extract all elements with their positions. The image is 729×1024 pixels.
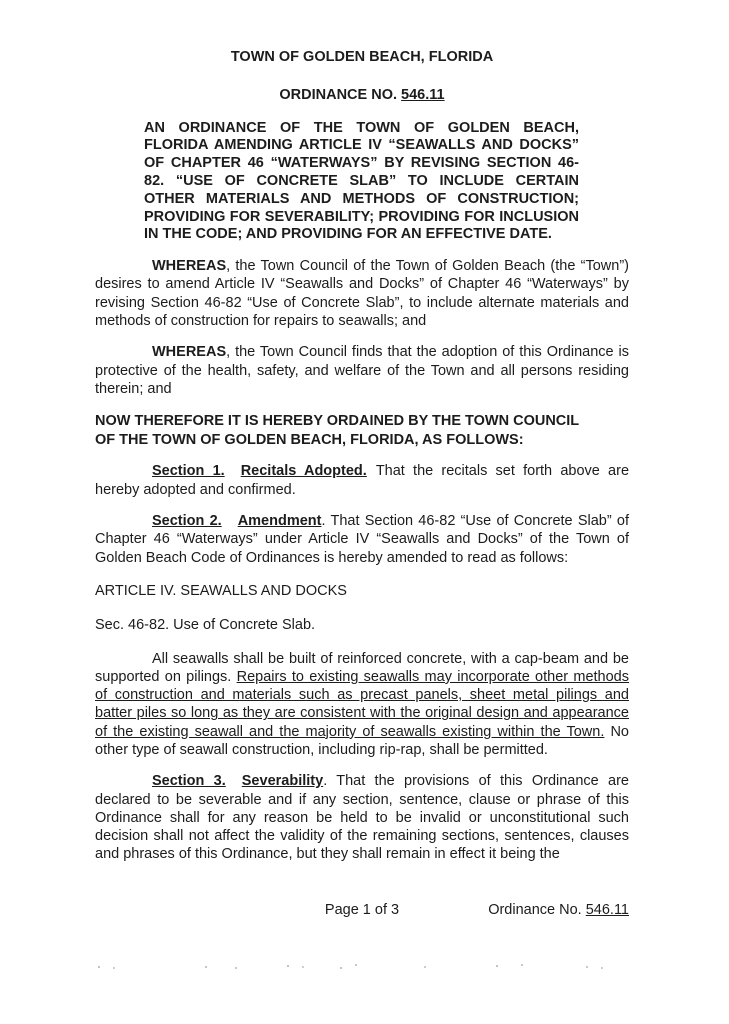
ordaining-clause-line-2: OF THE TOWN OF GOLDEN BEACH, FLORIDA, AS FOLLOWS: — [95, 431, 524, 448]
section-2-number: Section 2. — [152, 513, 222, 530]
section-3-paragraph — [95, 772, 629, 863]
section-1-paragraph — [95, 462, 629, 499]
code-section-heading: Sec. 46-82. Use of Concrete Slab. — [95, 617, 316, 634]
ordinance-title-block: AN ORDINANCE OF THE TOWN OF GOLDEN BEACH, FLORIDA AMENDING ARTICLE IV “SEAWALLS AND DOCKS” OF CHAPTER 46 “WATERWAYS” BY REVISING SECTION 46-82. “USE OF CONCRETE SLAB” TO INCLUDE CERTAIN OTHER MATERIALS AND METHODS OF CONSTRUCTION; PROVIDING FOR SEVERABILITY; PROVIDING FOR INCLUSION IN THE CODE; AND PROVIDING FOR AN EFFECTIVE DATE. — [144, 119, 579, 243]
municipality-title: TOWN OF GOLDEN BEACH, FLORIDA — [230, 49, 494, 65]
ordinance-number-heading — [95, 86, 629, 104]
seawall-amended-paragraph — [95, 650, 629, 760]
whereas-text: , the Town Council finds that the adoption of this Ordinance is protective of the health, safety, and welfare of the Town and all persons residing therein; and — [95, 344, 629, 397]
scan-artifact-speckles — [98, 966, 100, 968]
footer-ordinance-label: Ordinance No. — [488, 902, 586, 918]
ordinance-number-label: ORDINANCE NO. — [279, 87, 402, 104]
seawall-text-underlined-addition: Repairs to existing seawalls may incorporate other methods of construction and materials such as precast panels, sheet metal pilings and batter piles so long as they are consistent with the original design and appearance of the existing seawall and the majority of seawalls existing within the Town. — [95, 668, 629, 740]
ordaining-clause-line-1: NOW THEREFORE IT IS HEREBY ORDAINED BY THE TOWN COUNCIL — [95, 413, 580, 430]
section-1-number: Section 1. — [152, 463, 225, 480]
section-2-paragraph — [95, 512, 629, 567]
section-1-title: Recitals Adopted. — [240, 463, 367, 480]
section-2-title: Amendment — [237, 513, 322, 530]
page-number: Page 1 of 3 — [324, 902, 400, 918]
page-footer — [95, 901, 629, 921]
section-1-text: That the recitals set forth above are hereby adopted and confirmed. — [95, 463, 630, 498]
whereas-text: , the Town Council of the Town of Golden Beach (the “Town”) desires to amend Article IV “Seawalls and Docks” of Chapter 46 “Waterways” by revising Section 46-82 “Use of Concrete Slab”, to include alternate materials and methods of construction for repairs to seawalls; and — [95, 258, 629, 330]
whereas-lead: WHEREAS — [152, 344, 227, 361]
section-3-number: Section 3. — [152, 773, 226, 790]
section-3-title: Severability — [241, 773, 324, 790]
footer-ordinance-number — [478, 901, 629, 919]
seawall-text-existing: All seawalls shall be built of reinforced concrete, with a cap-beam and be supported on pilings. — [95, 650, 629, 685]
article-heading: ARTICLE IV. SEAWALLS AND DOCKS — [95, 582, 347, 599]
ordinance-number-value: 546.11 — [401, 87, 445, 104]
whereas-clause-2 — [95, 343, 629, 398]
whereas-clause-1 — [95, 257, 629, 330]
document-content — [95, 48, 629, 864]
seawall-text-closing: No other type of seawall construction, including rip-rap, shall be permitted. — [95, 723, 629, 758]
ordaining-clause — [95, 412, 629, 449]
section-2-text: . That Section 46-82 “Use of Concrete Slab” of Chapter 46 “Waterways” under Article IV “Seawalls and Docks” of the Town of Golden Beach Code of Ordinances is hereby amended to read as follows: — [95, 513, 629, 566]
footer-ordinance-value: 546.11 — [585, 902, 629, 918]
section-3-text: . That the provisions of this Ordinance are declared to be severable and if any section, sentence, clause or phrase of this Ordinance shall for any reason be held to be invalid or unconstitutional such decision shall not affect the validity of the remaining sections, sentences, clauses and phrases of this Ordinance, but they shall remain in effect it being the — [95, 773, 629, 863]
whereas-lead: WHEREAS — [152, 258, 227, 275]
